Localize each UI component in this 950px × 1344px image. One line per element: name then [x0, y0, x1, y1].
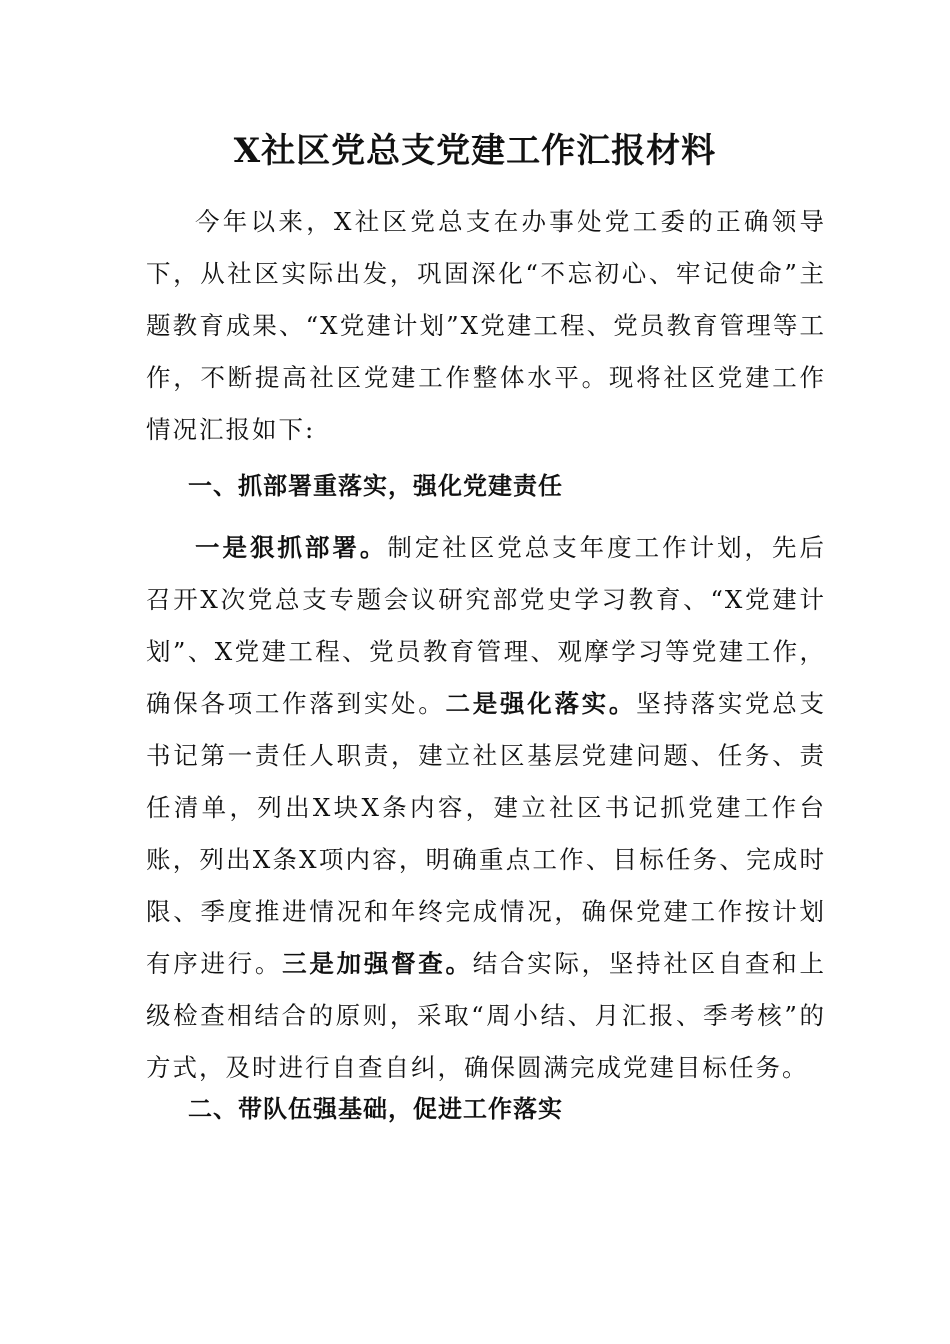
section-1-text: [146, 522, 826, 1094]
point-text-3: 结合实际，坚持社区自查和上级检查相结合的原则，采取“周小结、月汇报、季考核”的方式，及时进行自查自纠，确保圆满完成党建目标任务。: [146, 949, 827, 1082]
document-title: X社区党总支党建工作汇报材料: [233, 131, 717, 171]
point-text-2: 坚持落实党总支书记第一责任人职责，建立社区基层党建问题、任务、责任清单，列出X块X条内容，建立社区书记抓党建工作台账，列出X条X项内容，明确重点工作、目标任务、完成时限、季度推进情况和年终完成情况，确保党建工作按计划有序进行。: [146, 689, 827, 978]
point-lead-2: 二是强化落实。: [445, 689, 637, 718]
section-heading-2: 二、带队伍强基础，促进工作落实: [188, 1094, 563, 1123]
point-text-1: 制定社区党总支年度工作计划，先后召开X次党总支专题会议研究部党史学习教育、“X党建计划”、X党建工程、党员教育管理、观摩学习等党建工作，确保各项工作落到实处。: [146, 533, 827, 718]
section-heading-1: 一、抓部署重落实，强化党建责任: [188, 471, 563, 500]
intro-text: 今年以来，X社区党总支在办事处党工委的正确领导下，从社区实际出发，巩固深化“不忘初心、牢记使命”主题教育成果、“X党建计划”X党建工程、党员教育管理等工作，不断提高社区党建工作整体水平。现将社区党建工作情况汇报如下:: [146, 207, 826, 444]
section-1-paragraph: [146, 522, 826, 1094]
point-lead-3: 三是加强督查。: [282, 949, 473, 978]
intro-paragraph: [146, 196, 826, 456]
point-lead-1: 一是狠抓部署。: [195, 533, 388, 562]
